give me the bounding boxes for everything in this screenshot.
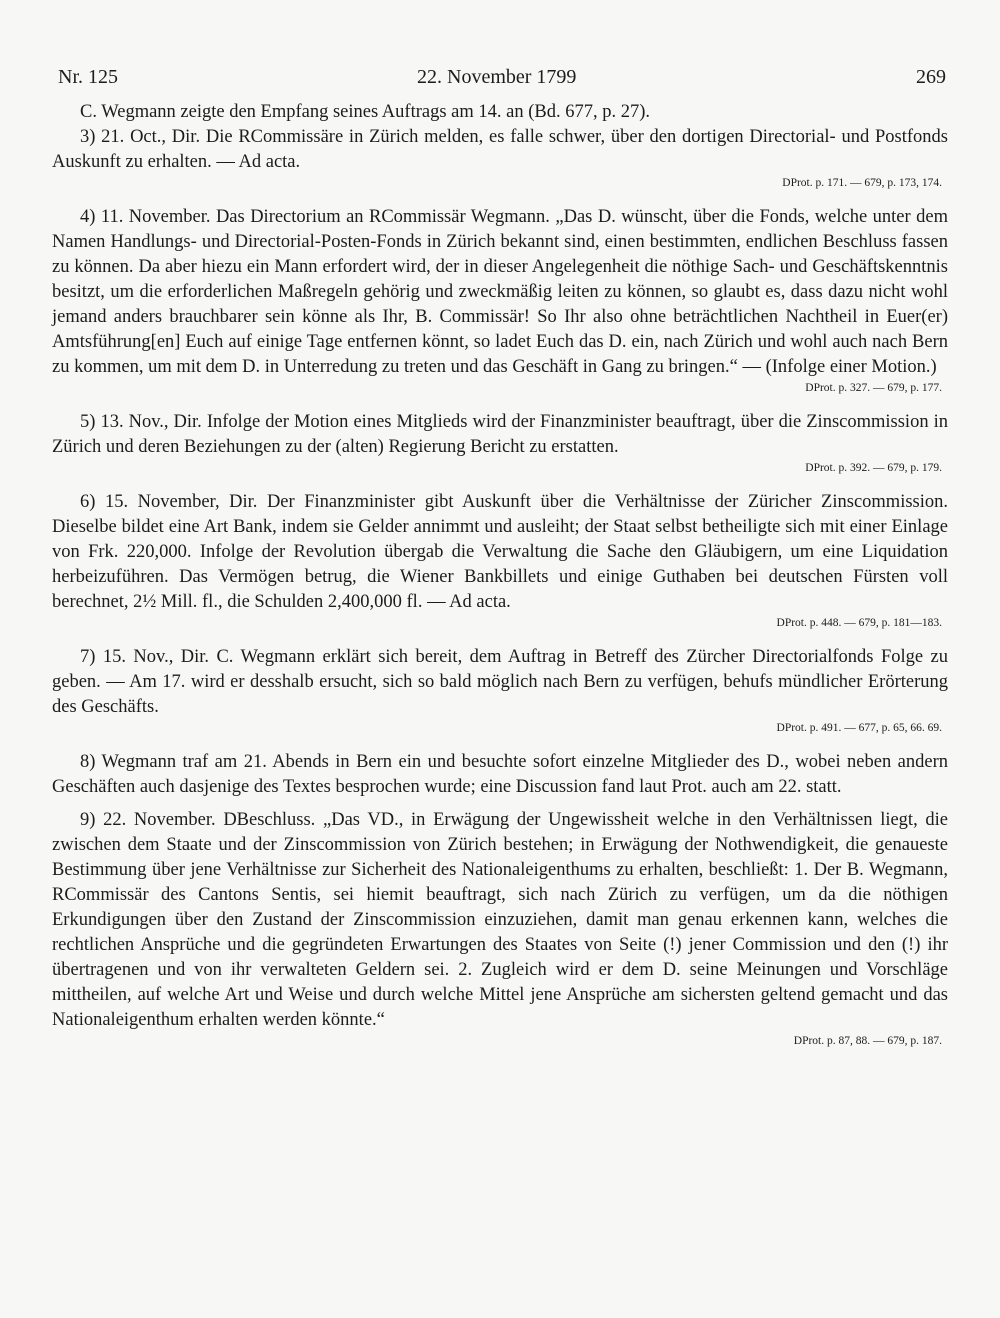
paragraph: 7) 15. Nov., Dir. C. Wegmann erklärt sich bereit, dem Auftrag in Betreff des Zürcher Directorialfonds Folge zu geben. — Am 17. wird er desshalb ersucht, sich so bald möglich nach Bern zu verfügen, behufs mündlicher Erörterung des Geschäfts.: [52, 647, 948, 717]
source-reference: DProt. p. 491. — 677, p. 65, 66. 69.: [776, 722, 942, 734]
paragraph: C. Wegmann zeigte den Empfang seines Auftrags am 14. an (Bd. 677, p. 27).: [80, 102, 651, 122]
paragraph: 4) 11. November. Das Directorium an RCommissär Wegmann. „Das D. wünscht, über die Fonds, welche unter dem Namen Handlungs- und Directorial-Posten-Fonds in Zürich bekannt sind, einen bestimmten, endlichen Beschluss fassen zu können. Da aber hiezu ein Mann erfordert wird, der in dieser Angelegenheit die nöthige Sach- und Geschäftskenntnis besitzt, um die erforderlichen Maßregeln gehörig und zweckmäßig leiten zu können, so glaubt es, dass dazu nicht wohl jemand anders brauchbarer sein könne als Ihr, B. Commissär! So Ihr also ohne beträchtlichen Nachtheil in Euer(er) Amtsführung[en] Euch auf einige Tage entfernen könnt, so ladet Euch das D. ein, nach Zürich und wohl auch nach Bern zu kommen, um mit dem D. in Unterredung zu treten und das Geschäft in Gang zu bringen.“ — (Infolge einer Motion.): [52, 207, 948, 377]
source-reference: DProt. p. 392. — 679, p. 179.: [805, 462, 942, 474]
page-date: 22. November 1799: [417, 66, 577, 88]
paragraph-gap: [52, 800, 948, 808]
document-number: Nr. 125: [58, 66, 118, 88]
source-reference: DProt. p. 448. — 679, p. 181—183.: [776, 617, 942, 629]
paragraph: 5) 13. Nov., Dir. Infolge der Motion eines Mitglieds wird der Finanzminister beauftragt, über die Zinscommission in Zürich und deren Beziehungen zu der (alten) Regierung Bericht zu erstatten.: [52, 412, 948, 457]
source-reference: DProt. p. 327. — 679, p. 177.: [805, 382, 942, 394]
source-reference: DProt. p. 87, 88. — 679, p. 187.: [793, 1035, 942, 1047]
paragraph: 9) 22. November. DBeschluss. „Das VD., in Erwägung der Ungewissheit welche in den Verhältnissen liegt, die zwischen dem Staate und der Zinscommission von Zürich bestehen; in Erwägung der Nothwendigkeit, die genaueste Bestimmung über jene Verhältnisse zur Sicherheit des Nationaleigenthums zu erhalten, beschließt: 1. Der B. Wegmann, RCommissär des Cantons Sentis, sei hiemit beauftragt, sich nach Zürich zu verfügen, um da die nöthigen Erkundigungen über den Zustand der Zinscommission einzuziehen, damit man genau erkennen kann, welches die rechtlichen Ansprüche und die gegründeten Erwartungen des Staates von Seite (!) jener Commission und den (!) ihr übertragenen und von ihr verwalteten Geldern sei. 2. Zugleich wird er dem D. seine Meinungen und Vorschläge mittheilen, auf welche Art und Weise und durch welche Mittel jene Ansprüche am sichersten geltend gemacht und das Nationaleigenthum erhalten werden könnte.“: [52, 810, 948, 1030]
paragraph: 3) 21. Oct., Dir. Die RCommissäre in Zürich melden, es falle schwer, über den dortigen Directorial- und Postfonds Auskunft zu erhalten. — Ad acta.: [52, 127, 948, 172]
running-header: [52, 66, 948, 100]
source-reference: DProt. p. 171. — 679, p. 173, 174.: [782, 177, 942, 189]
paragraph: 6) 15. November, Dir. Der Finanzminister gibt Auskunft über die Verhältnisse der Züricher Zinscommission. Dieselbe bildet eine Art Bank, indem sie Gelder annimmt und ausleiht; der Staat selbst betheiligte sich mit einer Einlage von Frk. 220,000. Infolge der Revolution übergab die Verwaltung die Sache den Gläubigern, um eine Liquidation herbeizuführen. Das Vermögen betrug, die Wiener Bankbillets und einige Guthaben bei deutschen Fürsten voll berechnet, 2½ Mill. fl., die Schulden 2,400,000 fl. — Ad acta.: [52, 492, 948, 612]
document-page: [52, 66, 948, 1063]
paragraph: 8) Wegmann traf am 21. Abends in Bern ein und besuchte sofort einzelne Mitglieder des D., wobei neben andern Geschäften auch dasjenige des Textes besprochen wurde; eine Discussion fand laut Prot. auch am 22. statt.: [52, 752, 948, 797]
page-number: 269: [916, 66, 946, 88]
document-body: [52, 100, 948, 1049]
